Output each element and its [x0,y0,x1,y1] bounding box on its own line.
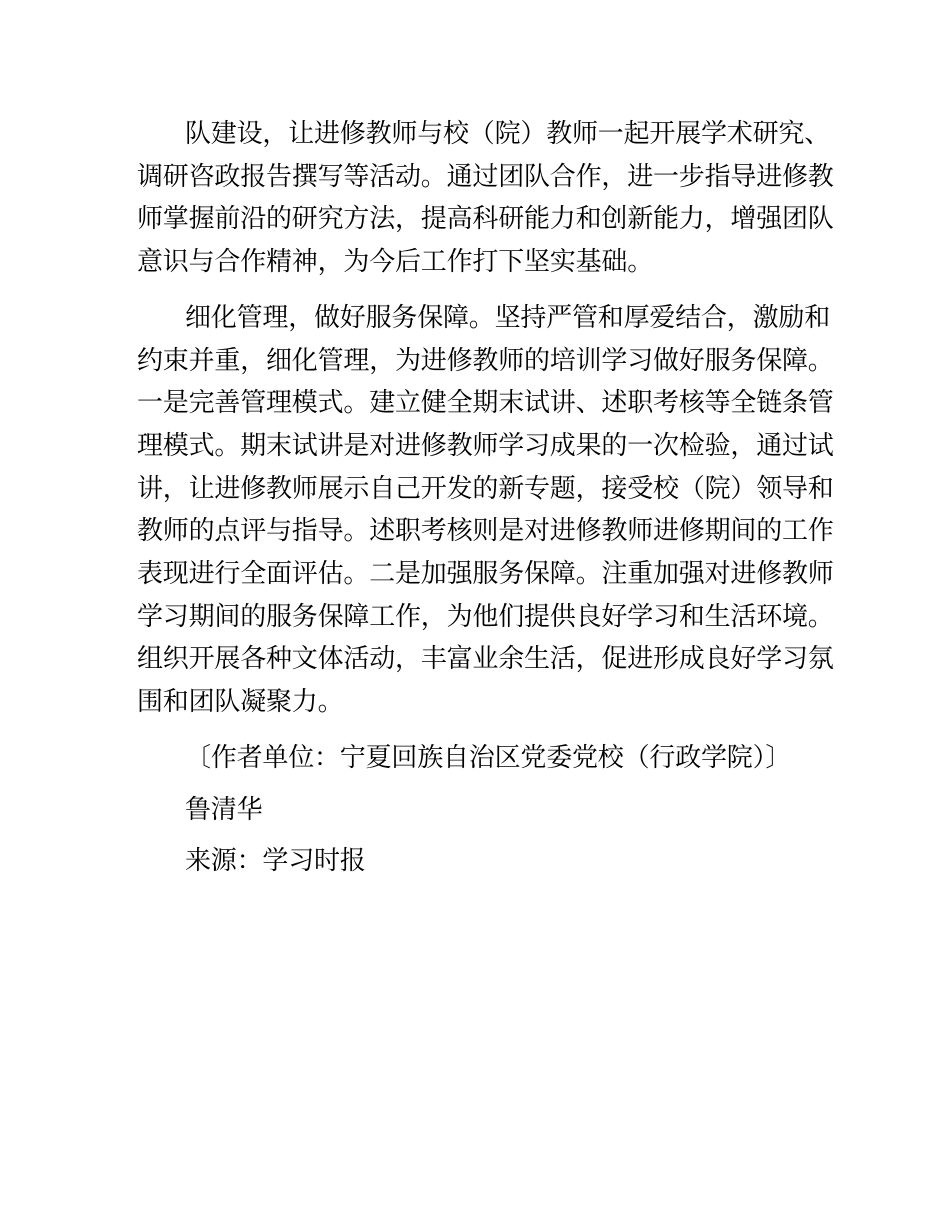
text-line: 约束并重，细化管理，为进修教师的培训学习做好服务保障。 [137,344,834,375]
text-line: 调研咨政报告撰写等活动。通过团队合作，进一步指导进修教 [137,160,834,191]
author-name [137,788,837,831]
text-line: 学习期间的服务保障工作，为他们提供良好学习和生活环境。 [137,600,834,631]
source-line [137,839,837,882]
text-line: 意识与合作精神，为今后工作打下坚实基础。 [137,246,654,277]
paragraph-team-building [137,112,837,283]
text-line: 鲁清华 [185,793,263,824]
text-line: 来源：学习时报 [185,845,366,876]
text-line: 队建设，让进修教师与校（院）教师一起开展学术研究、 [185,118,831,148]
paragraph-refined-management [137,296,837,723]
text-line: 一是完善管理模式。建立健全期末试讲、述职考核等全链条管 [137,387,834,418]
text-line: 表现进行全面评估。二是加强服务保障。注重加强对进修教师 [137,558,834,589]
text-line: 〔作者单位：宁夏回族自治区党委党校（行政学院）〕 [185,741,792,772]
text-line: 细化管理，做好服务保障。坚持严管和厚爱结合，激励和 [185,301,831,332]
text-line: 围和团队凝聚力。 [137,686,344,717]
text-line: 师掌握前沿的研究方法，提高科研能力和创新能力，增强团队 [137,203,834,234]
text-line: 讲，让进修教师展示自己开发的新专题，接受校（院）领导和 [137,472,834,503]
text-line: 教师的点评与指导。述职考核则是对进修教师进修期间的工作 [137,515,834,546]
text-line: 理模式。期末试讲是对进修教师学习成果的一次检验，通过试 [137,429,834,460]
text-line: 组织开展各种文体活动，丰富业余生活，促进形成良好学习氛 [137,643,834,674]
document-body [137,112,837,882]
author-affiliation [137,736,837,779]
